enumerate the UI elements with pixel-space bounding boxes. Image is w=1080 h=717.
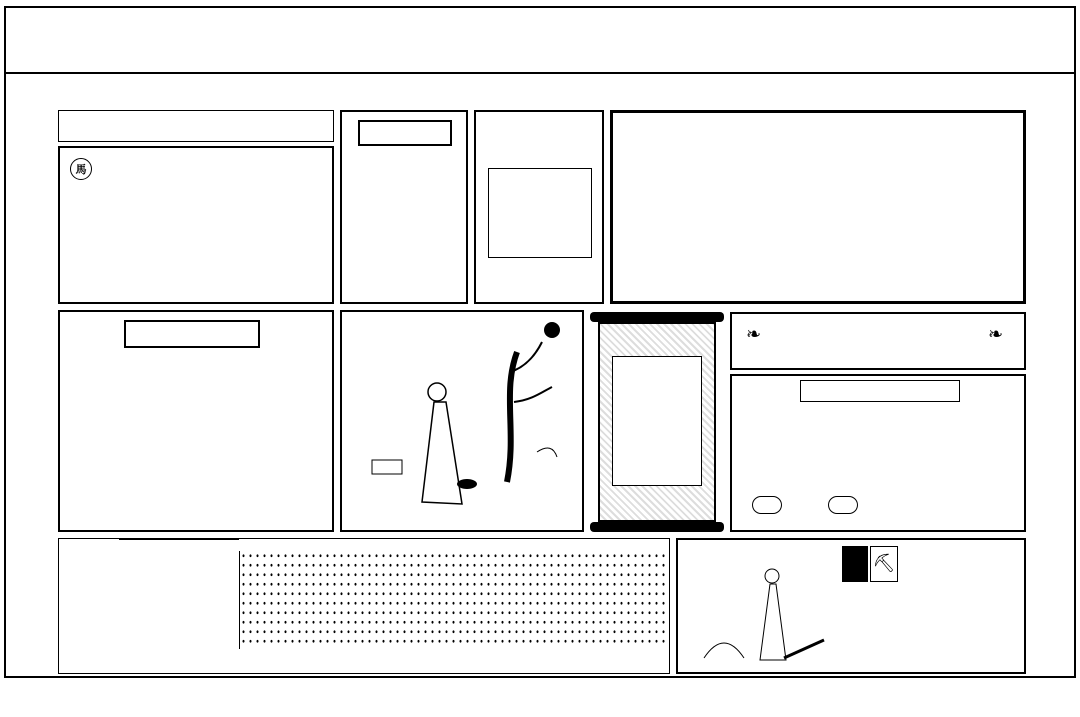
special-open-grid xyxy=(488,168,592,258)
review-illustration xyxy=(684,548,834,672)
treasure-map-icon: ⛏ xyxy=(870,546,898,582)
special-open-panel xyxy=(474,110,604,304)
tv-panel xyxy=(730,374,1026,532)
ornament-right-icon: ❧ xyxy=(988,324,1004,345)
review-badge xyxy=(842,546,868,582)
history-dot-grid xyxy=(239,551,669,649)
tv-color-item xyxy=(828,496,858,514)
brand-panel xyxy=(610,110,1026,304)
waves-title xyxy=(358,120,452,146)
marksix-strip-left xyxy=(14,78,38,678)
tv-title xyxy=(800,380,960,402)
draw-result-bar xyxy=(58,110,334,142)
header-rule xyxy=(6,72,1074,74)
ornament-left-icon: ❧ xyxy=(746,324,762,345)
tv-head-item xyxy=(752,496,782,514)
scroll-panel xyxy=(590,312,724,532)
marksix-strip-right xyxy=(1040,78,1064,678)
scholar-illustration xyxy=(340,310,584,532)
history-panel xyxy=(58,538,670,674)
seal-icon: 馬 xyxy=(70,158,92,180)
review-panel xyxy=(676,538,1026,674)
scroll-inner xyxy=(612,356,702,486)
strategy-panel xyxy=(58,310,334,532)
scroll-rod-bottom xyxy=(590,522,724,532)
history-title xyxy=(119,539,239,540)
wanted-panel xyxy=(58,146,334,304)
marksix-strip-top xyxy=(42,78,1038,100)
treasure-panel xyxy=(730,312,1026,370)
scroll-rod-top xyxy=(590,312,724,322)
strategy-title xyxy=(124,320,260,348)
waves-panel xyxy=(340,110,468,304)
